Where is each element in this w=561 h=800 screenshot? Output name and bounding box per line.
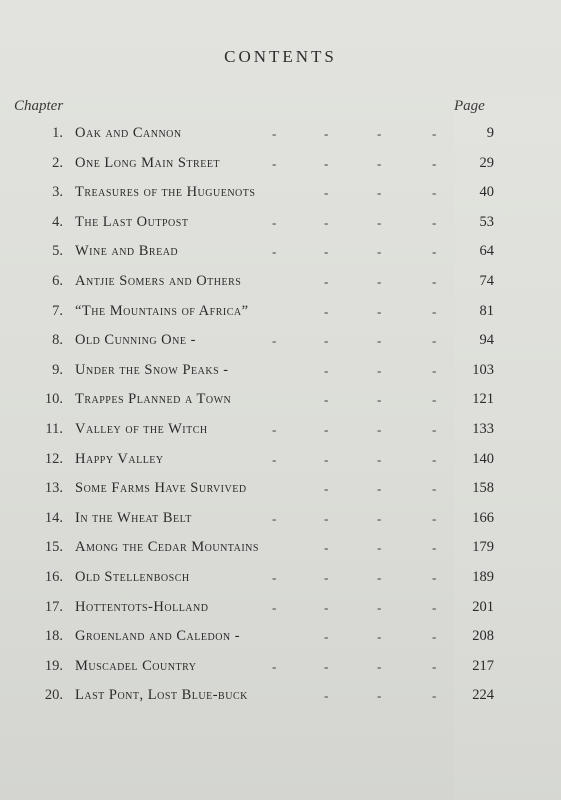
toc-entry — [0, 681, 561, 711]
leader-dash: - — [432, 481, 437, 497]
leader-dash: - — [432, 569, 437, 585]
toc-entry — [0, 178, 561, 208]
chapter-column-header: Chapter — [14, 98, 64, 114]
chapter-title: Groenland and Caledon - — [75, 628, 241, 645]
page-number: 81 — [479, 302, 494, 319]
chapter-number: 17. — [44, 598, 63, 615]
leader-dash: - — [432, 540, 437, 556]
leader-dash: - — [377, 185, 382, 201]
chapter-title: Hottentots-Holland — [75, 598, 209, 615]
chapter-title: Last Pont, Lost Blue-buck — [75, 687, 248, 704]
leader-dash: - — [324, 599, 329, 615]
leader-dash: - — [272, 214, 277, 230]
leader-dash: - — [377, 688, 382, 704]
page-number: 179 — [472, 539, 494, 556]
leader-dash: - — [324, 126, 329, 141]
chapter-number: 14. — [44, 509, 63, 526]
chapter-number: 19. — [44, 657, 63, 674]
toc-entry — [0, 237, 561, 267]
leader-dash: - — [272, 126, 277, 141]
leader-dash: - — [432, 421, 437, 437]
leader-dash: - — [324, 244, 329, 260]
leader-dash: - — [432, 688, 437, 704]
leader-dash: - — [432, 392, 437, 408]
toc-entry — [0, 563, 561, 593]
leader-dash: - — [324, 392, 329, 408]
chapter-title: Oak and Cannon — [75, 125, 182, 141]
toc-entry — [0, 652, 561, 682]
page-number: 40 — [479, 184, 494, 201]
leader-dash: - — [432, 185, 437, 201]
toc-entry — [0, 149, 561, 179]
chapter-title: In the Wheat Belt — [75, 509, 192, 526]
leader-dash: - — [377, 155, 382, 171]
leader-dash: - — [432, 333, 437, 349]
chapter-number: 6. — [52, 272, 63, 289]
leader-dash: - — [324, 629, 329, 645]
leader-dash: - — [377, 599, 382, 615]
leader-dash: - — [324, 185, 329, 201]
leader-dash: - — [432, 273, 437, 289]
page-number: 208 — [472, 628, 494, 645]
leader-dash: - — [377, 244, 382, 260]
leader-dash: - — [377, 658, 382, 674]
leader-dash: - — [377, 392, 382, 408]
chapter-title: Antjie Somers and Others — [75, 272, 242, 289]
leader-dash: - — [272, 451, 277, 467]
toc-entry — [0, 297, 561, 327]
leader-dash: - — [324, 510, 329, 526]
chapter-number: 8. — [52, 332, 63, 349]
leader-dash: - — [324, 540, 329, 556]
leader-dash: - — [432, 244, 437, 260]
page-number: 201 — [472, 598, 494, 615]
leader-dash: - — [272, 510, 277, 526]
page-number: 140 — [472, 450, 494, 467]
toc-entry — [0, 208, 561, 238]
page-number: 29 — [479, 154, 494, 171]
leader-dash: - — [377, 629, 382, 645]
leader-dash: - — [324, 155, 329, 171]
page-number: 166 — [472, 509, 494, 526]
leader-dash: - — [432, 629, 437, 645]
chapter-title: Under the Snow Peaks - — [75, 361, 229, 378]
toc-entry — [0, 119, 561, 149]
chapter-number: 13. — [44, 480, 63, 497]
leader-dash: - — [324, 569, 329, 585]
leader-dash: - — [324, 333, 329, 349]
chapter-number: 18. — [44, 628, 63, 645]
leader-dash: - — [377, 273, 382, 289]
leader-dash: - — [377, 126, 382, 141]
leader-dash: - — [377, 540, 382, 556]
leader-dash: - — [432, 510, 437, 526]
chapter-title: Old Cunning One - — [75, 332, 196, 349]
chapter-title: “The Mountains of Africa” — [75, 302, 249, 319]
leader-dash: - — [432, 362, 437, 378]
chapter-title: Valley of the Witch — [75, 420, 208, 437]
page-number: 53 — [479, 213, 494, 230]
leader-dash: - — [377, 481, 382, 497]
leader-dash: - — [377, 214, 382, 230]
chapter-title: Old Stellenbosch — [75, 568, 190, 585]
chapter-number: 15. — [44, 539, 63, 556]
toc-entry — [0, 504, 561, 534]
leader-dash: - — [432, 155, 437, 171]
leader-dash: - — [377, 303, 382, 319]
toc-entry — [0, 445, 561, 475]
toc-entry — [0, 533, 561, 563]
toc-entry — [0, 326, 561, 356]
toc-entry — [0, 474, 561, 504]
page-number: 121 — [472, 391, 494, 408]
page-column-header: Page — [454, 98, 561, 800]
chapter-number: 20. — [44, 687, 63, 704]
leader-dash: - — [272, 333, 277, 349]
page-title: CONTENTS — [224, 47, 337, 66]
page-number: 158 — [472, 480, 494, 497]
chapter-number: 1. — [52, 125, 63, 141]
chapter-number: 4. — [52, 213, 63, 230]
chapter-title: Among the Cedar Mountains — [75, 539, 259, 556]
toc-entry — [0, 356, 561, 386]
leader-dash: - — [324, 273, 329, 289]
page-number: 64 — [479, 243, 494, 260]
leader-dash: - — [272, 599, 277, 615]
chapter-number: 2. — [52, 154, 63, 171]
chapter-number: 7. — [52, 302, 63, 319]
chapter-title: Treasures of the Huguenots — [75, 184, 256, 201]
leader-dash: - — [377, 510, 382, 526]
leader-dash: - — [432, 599, 437, 615]
page-number: 217 — [472, 657, 494, 674]
page-number: 94 — [479, 332, 494, 349]
chapter-title: Wine and Bread — [75, 243, 179, 260]
leader-dash: - — [377, 333, 382, 349]
leader-dash: - — [324, 362, 329, 378]
toc-entry — [0, 415, 561, 445]
leader-dash: - — [377, 569, 382, 585]
chapter-number: 9. — [52, 361, 63, 378]
leader-dash: - — [324, 303, 329, 319]
leader-dash: - — [377, 362, 382, 378]
chapter-title: One Long Main Street — [75, 154, 221, 171]
chapter-number: 11. — [45, 420, 63, 437]
page-number: 103 — [472, 361, 494, 378]
chapter-number: 12. — [44, 450, 63, 467]
toc-entry — [0, 622, 561, 652]
chapter-title: Trappes Planned a Town — [75, 391, 232, 408]
leader-dash: - — [432, 303, 437, 319]
toc-list — [0, 119, 561, 711]
page-number: 133 — [472, 420, 494, 437]
leader-dash: - — [324, 688, 329, 704]
leader-dash: - — [432, 451, 437, 467]
leader-dash: - — [324, 451, 329, 467]
leader-dash: - — [272, 421, 277, 437]
leader-dash: - — [324, 658, 329, 674]
page-number: 74 — [479, 272, 494, 289]
chapter-number: 10. — [44, 391, 63, 408]
page-number: 224 — [472, 687, 494, 704]
leader-dash: - — [377, 421, 382, 437]
leader-dash: - — [377, 451, 382, 467]
toc-entry — [0, 593, 561, 623]
chapter-title: Happy Valley — [75, 450, 164, 467]
page-number: 189 — [472, 568, 494, 585]
leader-dash: - — [272, 569, 277, 585]
chapter-title: Some Farms Have Survived — [75, 480, 247, 497]
chapter-title: Muscadel Country — [75, 657, 197, 674]
chapter-number: 16. — [44, 568, 63, 585]
toc-entry — [0, 385, 561, 415]
chapter-number: 3. — [52, 184, 63, 201]
chapter-title: The Last Outpost — [75, 213, 189, 230]
leader-dash: - — [432, 126, 437, 141]
leader-dash: - — [272, 244, 277, 260]
toc-entry — [0, 267, 561, 297]
leader-dash: - — [324, 421, 329, 437]
leader-dash: - — [324, 214, 329, 230]
leader-dash: - — [272, 658, 277, 674]
chapter-number: 5. — [52, 243, 63, 260]
leader-dash: - — [272, 155, 277, 171]
leader-dash: - — [432, 658, 437, 674]
page-number: 9 — [486, 125, 494, 141]
leader-dash: - — [324, 481, 329, 497]
leader-dash: - — [432, 214, 437, 230]
